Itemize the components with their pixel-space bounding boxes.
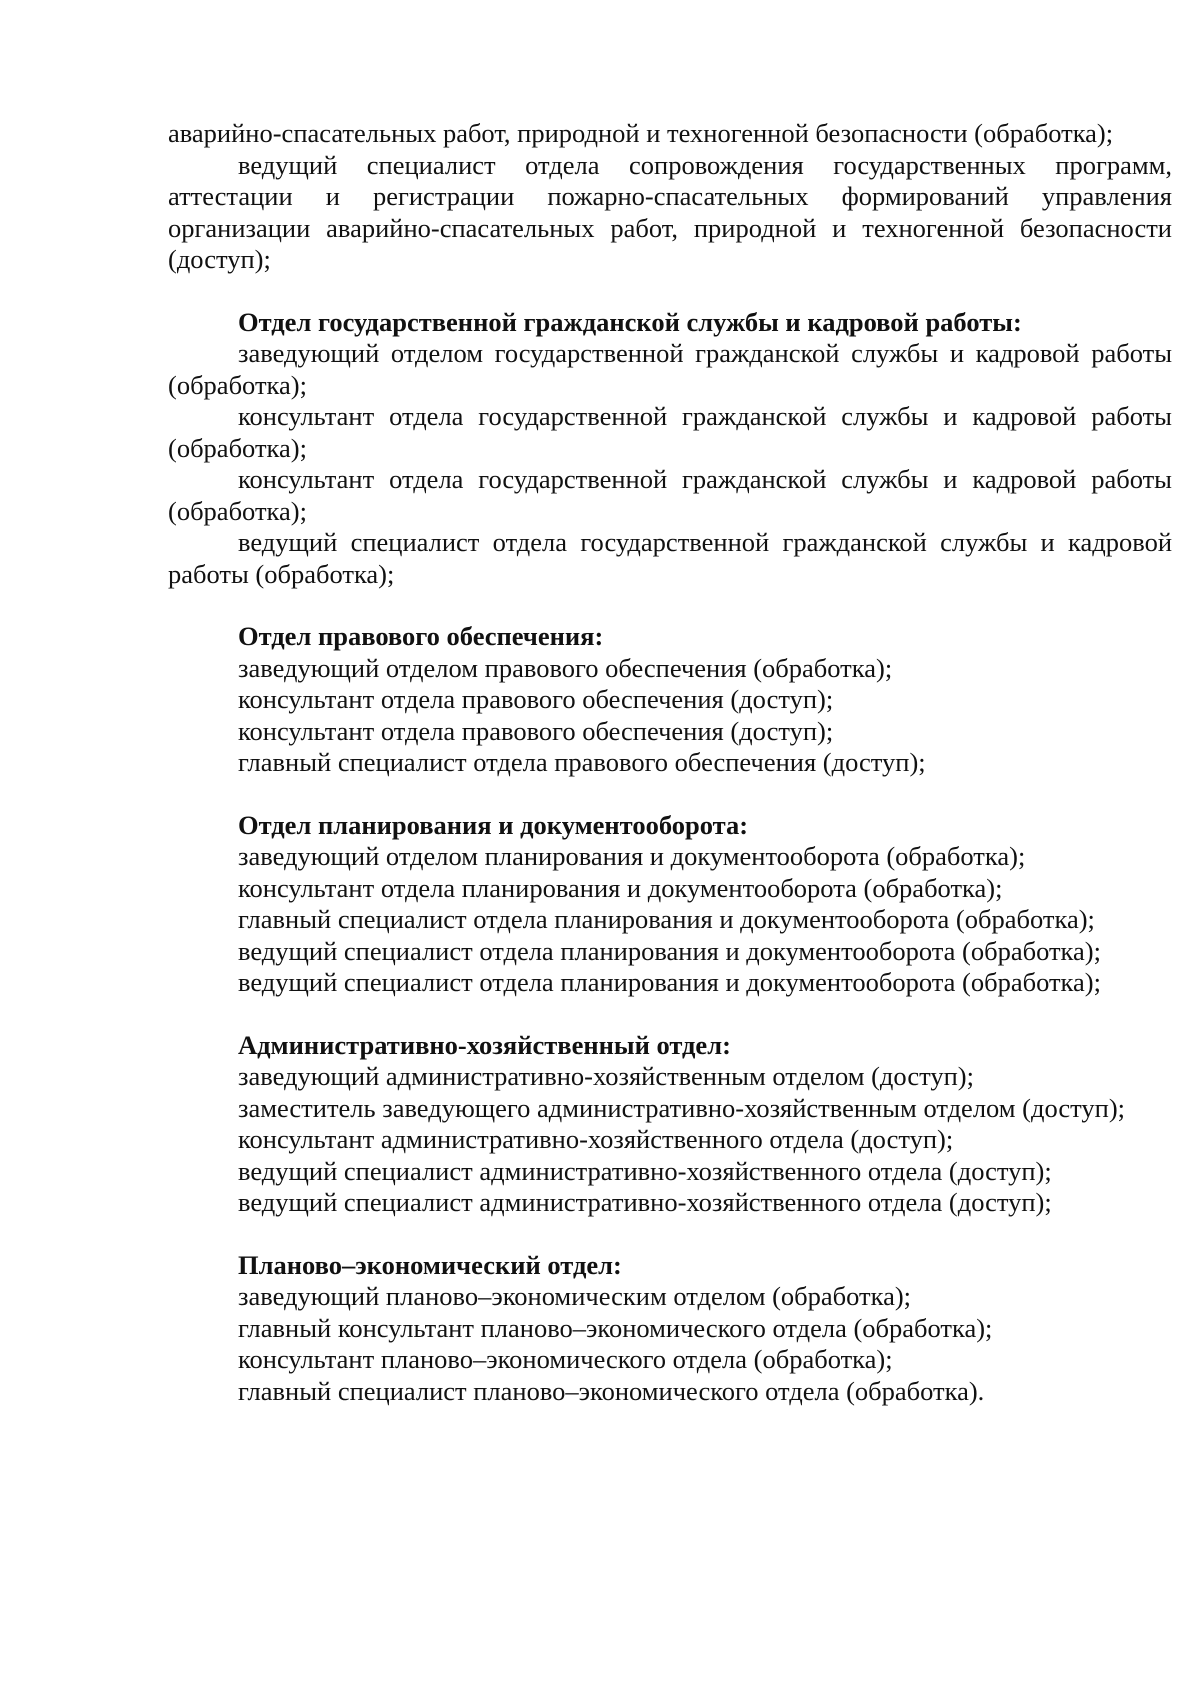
list-item: заведующий административно-хозяйственным отделом (доступ);	[238, 1061, 974, 1091]
section-planning-docflow	[168, 810, 1172, 999]
list-item: консультант отдела государственной гражданской службы и кадровой работы (обработка);	[168, 464, 1172, 526]
list-item: заведующий отделом правового обеспечения (обработка);	[238, 652, 893, 683]
list-item: консультант административно-хозяйственного отдела (доступ);	[238, 1124, 954, 1154]
list-item: консультант отдела правового обеспечения (доступ);	[238, 715, 834, 746]
list-item: заведующий отделом планирования и документооборота (обработка);	[238, 841, 1026, 871]
section-gap	[168, 999, 1172, 1030]
section-heading: Планово–экономический отдел:	[238, 1249, 622, 1280]
section-civil-service-hr	[168, 307, 1172, 591]
list-item: консультант отдела планирования и документооборота (обработка);	[238, 872, 1003, 903]
list-item: ведущий специалист административно-хозяйственного отдела (доступ);	[238, 1155, 1052, 1186]
list-item: заведующий отделом государственной гражданской службы и кадровой работы (обработка);	[168, 338, 1172, 400]
list-item: консультант планово–экономического отдела (обработка);	[238, 1344, 893, 1374]
section-planning-economic	[168, 1250, 1172, 1408]
section-heading: Отдел правового обеспечения:	[238, 621, 604, 651]
list-item: ведущий специалист отдела планирования и документооборота (обработка);	[238, 967, 1101, 997]
section-gap	[168, 779, 1172, 810]
section-gap	[168, 276, 1172, 307]
section-admin-economic	[168, 1030, 1172, 1219]
list-item: главный специалист планово–экономического отдела (обработка).	[238, 1375, 985, 1406]
section-gap	[168, 1219, 1172, 1250]
list-item: ведущий специалист отдела планирования и документооборота (обработка);	[238, 935, 1101, 966]
list-item: ведущий специалист отдела государственной гражданской службы и кадровой работы (обработка);	[168, 527, 1172, 589]
list-item: консультант отдела правового обеспечения (доступ);	[238, 684, 834, 714]
list-item: консультант отдела государственной гражданской службы и кадровой работы (обработка);	[168, 401, 1172, 463]
list-item: главный специалист отдела планирования и документооборота (обработка);	[238, 904, 1095, 934]
intro-item: ведущий специалист отдела сопровождения государственных программ, аттестации и регистрации пожарно-спасательных формирований управления организации аварийно-спасательных работ, природной и техногенной безопасности (доступ);	[168, 149, 1172, 274]
section-heading: Отдел планирования и документооборота:	[238, 809, 749, 840]
list-item: главный специалист отдела правового обеспечения (доступ);	[238, 747, 926, 777]
document-page	[168, 118, 1172, 1407]
list-item: главный консультант планово–экономического отдела (обработка);	[238, 1312, 993, 1343]
list-item: заместитель заведующего административно-хозяйственным отделом (доступ);	[238, 1092, 1126, 1123]
section-heading: Отдел государственной гражданской службы и кадровой работы:	[238, 306, 1022, 337]
intro-continuation: аварийно-спасательных работ, природной и техногенной безопасности (обработка);	[168, 118, 1114, 148]
list-item: ведущий специалист административно-хозяйственного отдела (доступ);	[238, 1187, 1052, 1217]
list-item: заведующий планово–экономическим отделом (обработка);	[238, 1281, 912, 1311]
section-gap	[168, 590, 1172, 621]
section-heading: Административно-хозяйственный отдел:	[238, 1029, 731, 1060]
section-legal	[168, 621, 1172, 779]
